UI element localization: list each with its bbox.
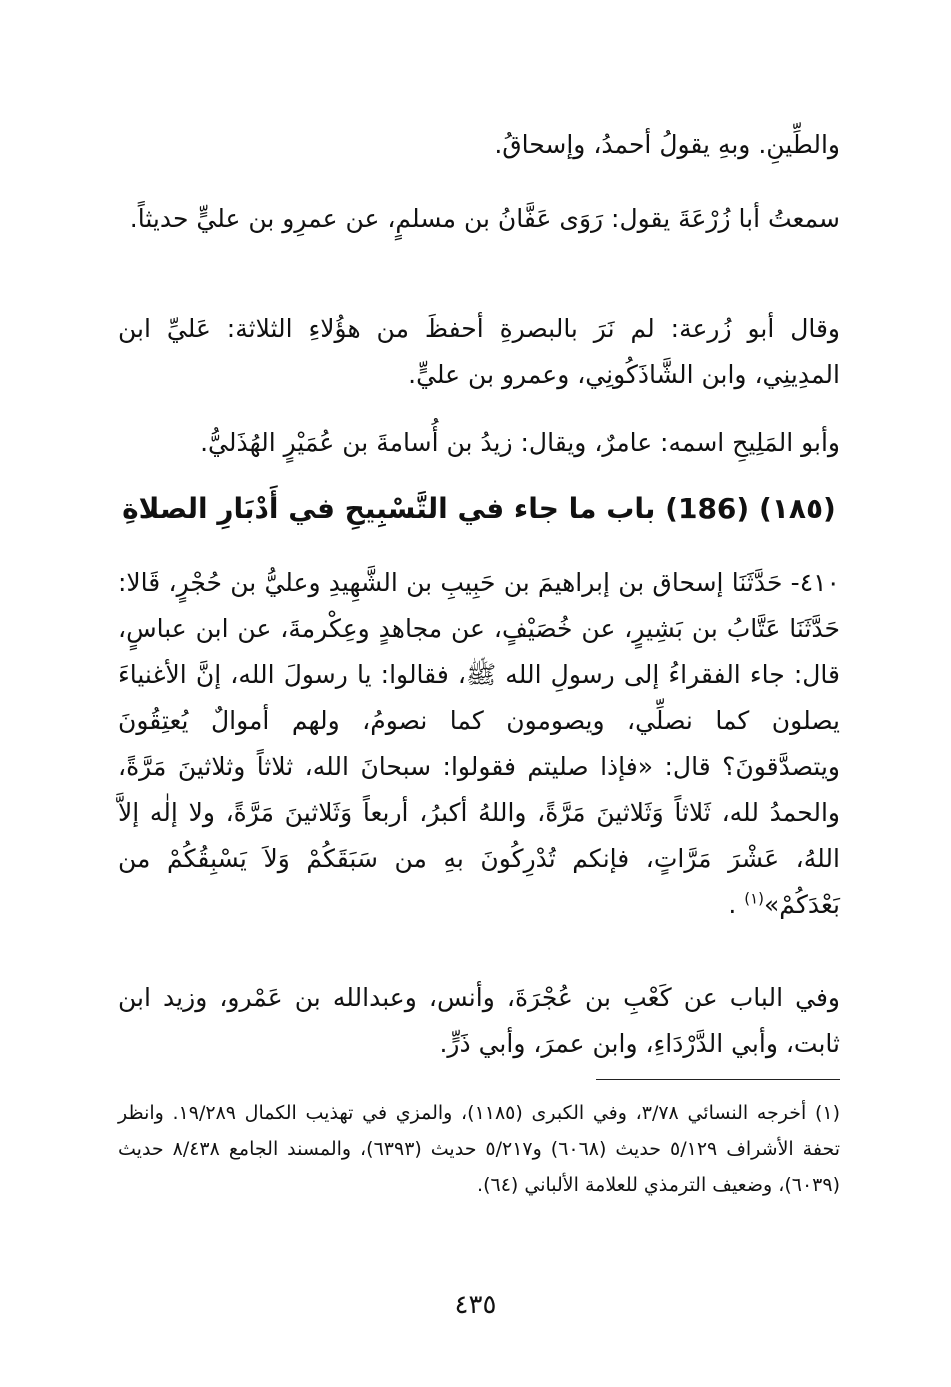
footnote [118, 1095, 840, 1203]
hadith-text: ٤١٠- حَدَّثَنَا إسحاق بن إبراهيمَ بن حَبِيبِ بن الشَّهِيدِ وعليُّ بن حُجْرٍ، قَالا: حَدَّثَنَا عَتَّابُ بن بَشِيرٍ، عن خُصَيْفٍ، عن مجاهدٍ وعِكْرمةَ، عن ابن عباسٍ، قال: جاء الفقراءُ إلى رسولِ الله ﷺ، فقالوا: يا رسولَ الله، إنَّ الأغنياءَ يصلون كما نصلِّي، ويصومون كما نصومُ، ولهم أموالٌ يُعتِقُونَ ويتصدَّقونَ؟ قال: «فإذا صليتم فقولوا: سبحانَ الله، ثلاثاً وثلاثينَ مَرَّةً، والحمدُ لله، ثَلاثاً وَثَلاثينَ مَرَّةً، واللهُ أكبرُ، أربعاً وَثَلاثينَ مَرَّةً، ولا إلٰه إلاَّ اللهُ، عَشْرَ مَرَّاتٍ، فإنكم تُدْرِكُونَ بهِ من سَبَقَكُمْ وَلاَ يَسْبِقُكُمْ من بَعْدَكُمْ» [118, 568, 840, 919]
hadith-410 [118, 560, 840, 928]
footnote-divider [596, 1079, 840, 1080]
paragraph-abu-zura-narration [118, 196, 840, 242]
footnote-text: (١) أخرجه النسائي ٣/٧٨، وفي الكبرى (١١٨٥)، والمزي في تهذيب الكمال ١٩/٢٨٩. وانظر تحفة الأشراف ٥/١٢٩ حديث (٦٠٦٨) و٥/٢١٧ حديث (٦٣٩٣)، والمسند الجامع ٨/٤٣٨ حديث (٦٠٣٩)، وضعيف الترمذي للعلامة الألباني (٦٤). [118, 1102, 841, 1196]
paragraph-text: وقال أبو زُرعة: لم نَرَ بالبصرةِ أحفظَ من هؤُلاءِ الثلاثة: عَليِّ ابن المدِينِي، وابن الشَّاذَكُونِي، وعمرو بن عليٍّ. [118, 314, 840, 389]
paragraph-three-hafiz [118, 306, 840, 398]
paragraph-bab-note [118, 975, 840, 1067]
hadith-end: . [728, 890, 745, 919]
paragraph-abu-malih [118, 420, 840, 466]
paragraph-text: والطِّينِ. وبهِ يقولُ أحمدُ، وإسحاقُ. [494, 130, 840, 159]
paragraph-text: وأبو المَلِيحِ اسمه: عامرٌ، ويقال: زيدُ بن أُسامةَ بن عُمَيْرٍ الهُذَليُّ. [200, 428, 840, 457]
page-number: ٤٣٥ [454, 1290, 497, 1320]
paragraph-text: وفي الباب عن كَعْبِ بن عُجْرَةَ، وأنس، وعبدالله بن عَمْرو، وزيد ابن ثابت، وأبي الدَّرْدَاءِ، وابن عمرَ، وأبي ذَرٍّ. [118, 983, 840, 1058]
paragraph-tiyn [118, 122, 840, 168]
paragraph-text: سمعتُ أبا زُرْعَةَ يقول: رَوَى عَفَّانُ بن مسلمٍ، عن عمرِو بن عليٍّ حديثاً. [129, 204, 840, 233]
chapter-heading: (١٨٥) (186) باب ما جاء في التَّسْبِيحِ في أَدْبَارِ الصلاةِ [122, 492, 836, 525]
footnote-marker: (١) [744, 889, 765, 908]
